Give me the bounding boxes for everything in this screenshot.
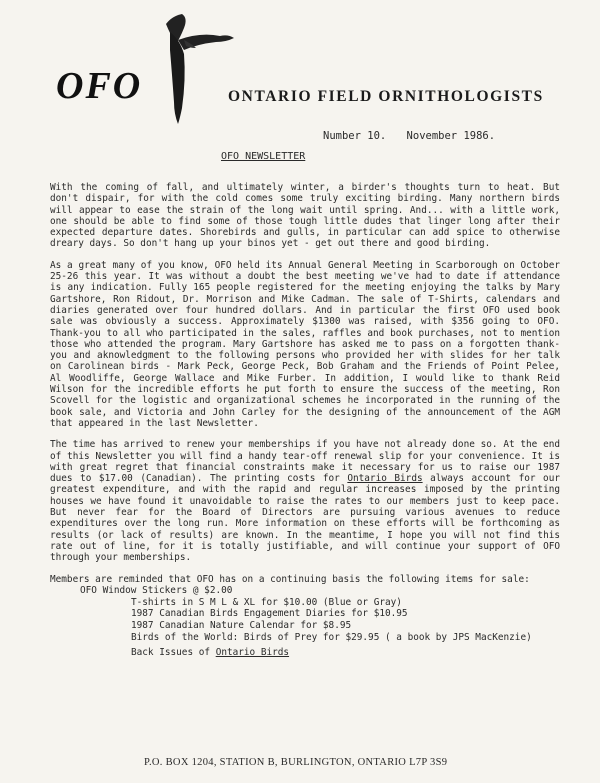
paragraph-intro: With the coming of fall, and ultimately winter, a birder's thoughts turn to heat. But don't dispair, for with the cold comes some truly exciting birding. Many northern birds will appear to ease the strain of the long wait until spring. And... with a little work, one should be able to find some of those tough little dudes that linger long after their expected departure dates. Shorebirds and gulls, in particular can add spice to otherwise dreary days. So don't hang up your binos yet - get out there and good birding. — [50, 182, 560, 250]
list-item: T-shirts in S M L & XL for $10.00 (Blue or Gray) — [131, 596, 402, 608]
list-item: OFO Window Stickers @ $2.00 — [80, 584, 233, 596]
back-issues-title: Ontario Birds — [215, 646, 290, 658]
back-issues-prefix: Back Issues of — [131, 646, 211, 658]
items-list — [80, 585, 560, 659]
ontario-birds-title: Ontario Birds — [347, 473, 423, 485]
newsletter-title: OFO NEWSLETTER — [221, 151, 306, 162]
footer-address: P.O. BOX 1204, STATION B, BURLINGTON, ONTARIO L7P 3S9 — [144, 757, 448, 768]
ofo-logo-text: OFO — [56, 65, 143, 107]
list-item: 1987 Canadian Nature Calendar for $8.95 — [131, 620, 352, 632]
list-item-back-issues — [131, 647, 560, 659]
items-intro: Members are reminded that OFO has on a continuing basis the following items for sale: — [50, 573, 530, 585]
letterhead — [0, 0, 600, 140]
organization-name: ONTARIO FIELD ORNITHOLOGISTS — [228, 88, 544, 105]
issue-date: November 1986. — [406, 130, 496, 142]
paragraph-membership: The time has arrived to renew your memberships if you have not already done so. At the end of this Newsletter you will find a handy tear-off renewal slip for your convenience. It is with great regret that financial constraints make it necessary for us to raise our 1987 dues to $17.00 (Canadian). The printing costs for Ontario Birds always account for our greatest expenditure, and with the rapid and regular increases imposed by the printing houses we have found it unavoidable to raise the rates to our members just to keep pace. But never fear for the Board of Directors are pursuing various avenues to reduce expenditures over the long run. More information on these efforts will be forthcoming as results (or lack of results) are known. In the meantime, I hope you will not find this rate out of line, for it is totally justifiable, and will continue your support of OFO through your memberships. — [50, 439, 560, 564]
list-item: 1987 Canadian Birds Engagement Diaries for $10.95 — [131, 608, 408, 620]
issue-line — [323, 130, 509, 142]
issue-number: Number 10. — [323, 130, 387, 142]
paragraph-agm: As a great many of you know, OFO held its Annual General Meeting in Scarborough on October 25-26 this year. It was without a doubt the best meeting we've had to date if attendance is any indication. Fully 165 people registered for the meeting enjoying the talks by Mary Gartshore, Ron Ridout, Dr. Morrison and Mike Cadman. The sale of T-Shirts, calendars and diaries generated over four hundred dollars. And in particular the first OFO used book sale was obviously a success. Approximately $1300 was raised, with $356 going to OFO. Thank-you to all who participated in the sales, raffles and book purchases, not to mention those who attended the program. Mary Gartshore has asked me to pass on a forgotten thank-you and aknowledgment to the following persons who provided her with slides for her talk on Carolinean birds - Mark Peck, George Peck, Bob Graham and the Friends of Point Pelee, Al Woodliffe, George Wallace and Mike Furber. In addition, I would like to thank Reid Wilson for the incredible efforts he put forth to ensure the success of the meeting, Ron Scovell for the logistic and organizational schemes he incorporated in the running of the book sale, and Victoria and John Carley for the designing of the announcement of the AGM that appeared in the last Newsletter. — [50, 259, 560, 429]
list-item: Birds of the World: Birds of Prey for $29.95 ( a book by JPS MacKenzie) — [131, 631, 532, 643]
newsletter-body — [50, 182, 560, 659]
